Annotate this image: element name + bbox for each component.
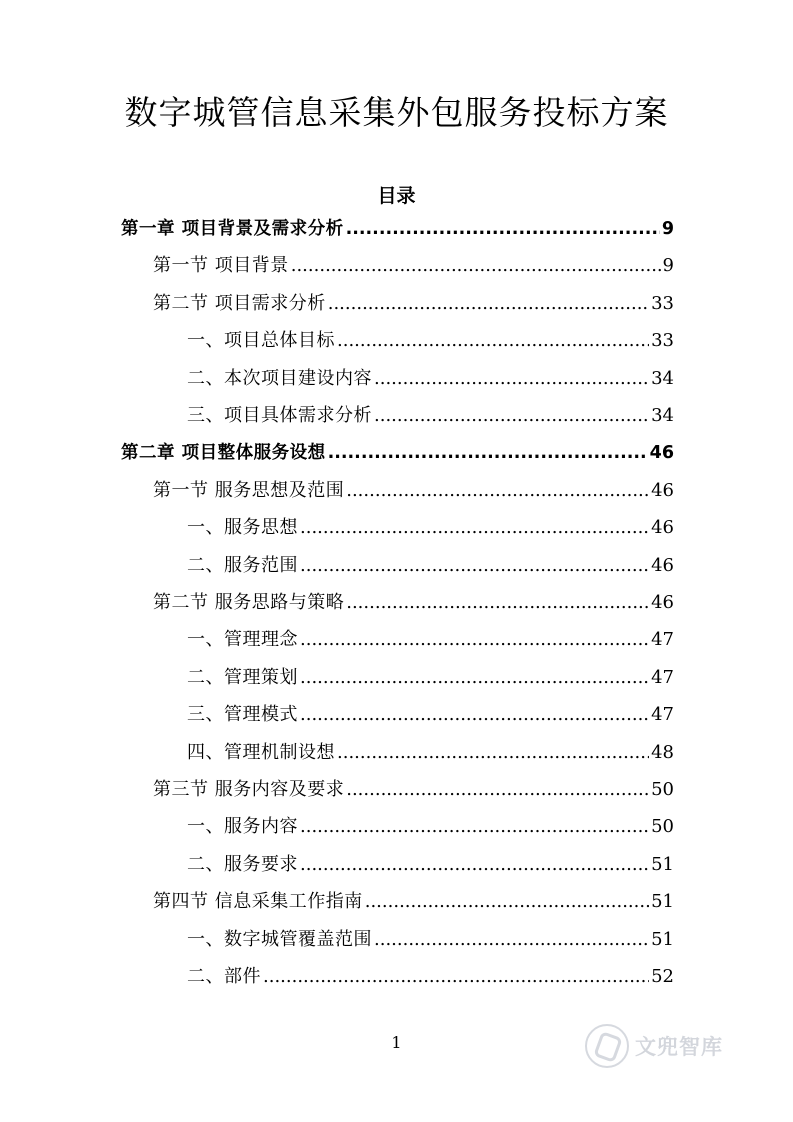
toc-entry-page: 47 [651, 704, 674, 726]
toc-dot-leader [300, 663, 649, 693]
toc-entry[interactable] [187, 738, 674, 768]
toc-entry-label: 三、项目具体需求分析 [187, 405, 372, 426]
toc-entry[interactable] [153, 476, 674, 506]
toc-entry[interactable] [187, 513, 674, 543]
toc-dot-leader [337, 326, 649, 356]
toc-entry-label: 第二节 服务思路与策略 [153, 592, 345, 613]
toc-entry-label: 第三节 服务内容及要求 [153, 779, 345, 800]
toc-dot-leader [328, 289, 649, 319]
toc-entry-label: 一、数字城管覆盖范围 [187, 928, 372, 950]
toc-entry-label: 二、服务要求 [187, 853, 298, 875]
wendou-logo-icon [585, 1024, 629, 1068]
toc-entry-label: 二、本次项目建设内容 [187, 367, 372, 389]
toc-dot-leader [263, 962, 649, 992]
toc-entry-label: 二、部件 [187, 966, 261, 987]
toc-entry-label: 四、管理机制设想 [187, 741, 335, 763]
toc-dot-leader [374, 401, 649, 431]
toc-entry-page: 50 [651, 816, 674, 838]
toc-entry-page: 34 [651, 405, 674, 426]
toc-dot-leader [346, 588, 649, 618]
toc-entry-label: 一、服务思想 [187, 517, 298, 539]
toc-entry-label: 第一节 服务思想及范围 [153, 479, 345, 501]
toc-entry-label: 第二节 项目需求分析 [153, 292, 326, 314]
toc-entry[interactable] [187, 364, 674, 394]
toc-entry-page: 50 [651, 779, 674, 800]
toc-entry-page: 9 [661, 219, 674, 239]
watermark [585, 1021, 765, 1071]
toc-entry-page: 46 [651, 554, 674, 576]
toc-entry[interactable] [153, 588, 674, 618]
toc-entry-label: 第一章 项目背景及需求分析 [121, 219, 344, 239]
toc-dot-leader [374, 925, 649, 955]
toc-dot-leader [291, 251, 661, 281]
toc-entry-label: 第一节 项目背景 [153, 255, 289, 277]
toc-dot-leader [300, 812, 649, 842]
document-title: 数字城管信息采集外包服务投标方案 [124, 93, 669, 132]
toc-entry-page: 47 [651, 629, 674, 651]
toc-entry[interactable] [153, 251, 674, 281]
toc-entry[interactable] [153, 289, 674, 319]
toc-entry-page: 47 [651, 666, 674, 688]
toc-dot-leader [300, 850, 649, 880]
toc-entry[interactable] [121, 214, 674, 244]
toc-entry[interactable] [187, 962, 674, 992]
toc-dot-leader [300, 513, 649, 543]
toc-entry-label: 第二章 项目整体服务设想 [121, 443, 326, 464]
toc-entry-page: 48 [651, 741, 674, 763]
toc-entry-label: 一、管理理念 [187, 629, 298, 651]
toc-dot-leader [300, 551, 649, 581]
toc-entry-page: 46 [649, 443, 674, 464]
watermark-text: 文兜智库 [635, 1035, 723, 1059]
toc-entry-label: 一、服务内容 [187, 816, 298, 838]
toc-entry-page: 46 [651, 592, 674, 613]
toc-dot-leader [346, 775, 649, 805]
toc-dot-leader [300, 700, 649, 730]
toc-dot-leader [365, 887, 649, 917]
toc-entry[interactable] [153, 887, 674, 917]
toc-entry[interactable] [121, 438, 674, 468]
toc-entry-page: 51 [651, 891, 674, 913]
toc-entry-label: 三、管理模式 [187, 704, 298, 726]
toc-entry-page: 33 [651, 330, 674, 352]
toc-entry[interactable] [187, 812, 674, 842]
toc-entry[interactable] [153, 775, 674, 805]
page-number: 1 [391, 1033, 402, 1052]
toc-entry-page: 34 [651, 367, 674, 389]
toc-entry[interactable] [187, 663, 674, 693]
toc-entry-page: 52 [651, 966, 674, 987]
toc-entry-label: 二、服务范围 [187, 554, 298, 576]
toc-entry-page: 33 [651, 292, 674, 314]
toc-dot-leader [374, 364, 649, 394]
toc-entry-page: 9 [662, 255, 674, 277]
toc-dot-leader [346, 476, 649, 506]
toc-entry-page: 51 [651, 853, 674, 875]
toc-entry[interactable] [187, 700, 674, 730]
toc-entry[interactable] [187, 401, 674, 431]
toc-entry[interactable] [187, 625, 674, 655]
toc-dot-leader [346, 214, 660, 244]
toc-dot-leader [328, 438, 648, 468]
toc-entry-label: 二、管理策划 [187, 666, 298, 688]
toc-entry[interactable] [187, 925, 674, 955]
toc-entry[interactable] [187, 551, 674, 581]
toc-dot-leader [337, 738, 649, 768]
toc-entry-page: 51 [651, 928, 674, 950]
toc-dot-leader [300, 625, 649, 655]
toc-entry[interactable] [187, 850, 674, 880]
toc-entry-page: 46 [651, 479, 674, 501]
toc-entry-label: 第四节 信息采集工作指南 [153, 891, 363, 913]
toc-entry-label: 一、项目总体目标 [187, 330, 335, 352]
toc-heading: 目录 [377, 185, 416, 207]
toc-entry-page: 46 [651, 517, 674, 539]
toc-entry[interactable] [187, 326, 674, 356]
